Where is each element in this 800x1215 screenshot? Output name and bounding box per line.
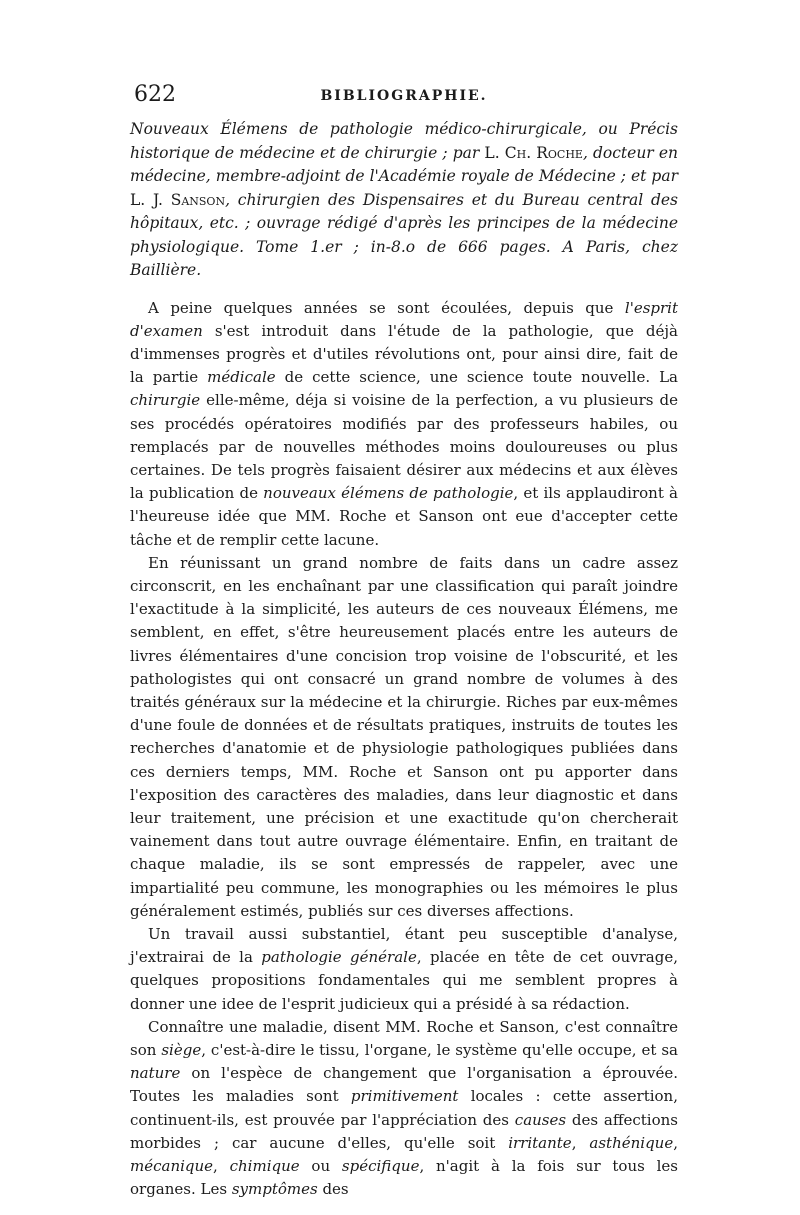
italic-run: spécifique [341,1157,420,1176]
italic-run: primitivement [350,1087,459,1106]
book-page [130,82,678,1201]
text-run: , et ils applaudiront à l'heureuse idée que MM. Roche et Sanson ont eue d'accepter cette tâche et de remplir cette lacune. [130,484,678,549]
text-run: , c'est-à-dire le tissu, l'organe, le système qu'elle occupe, et sa [201,1041,678,1059]
text-run: Connaître une maladie, disent MM. Roche et Sanson, c'est connaître son [130,1017,678,1059]
text-run: on l'espèce de changement que l'organisation a éprouvée. Toutes les maladies sont [130,1064,678,1106]
text-run: , n'agit à la fois sur tous les organes. Les [130,1157,678,1199]
paragraph-2: En réunissant un grand nombre de faits dans un cadre assez circonscrit, en les enchaînant par une classification qui paraît joindre l'exactitude à la simplicité, les auteurs de ces nouveaux Élémens, me semblent, en effet, s'être heureusement placés entre les auteurs de livres élémentaires d'une concision trop voisine de l'obscurité, et les pathologistes qui ont consacré un grand nombre de volumes à des traités généraux sur la médecine et la chirurgie. Riches par eux-mêmes d'une foule de données et de résultats pratiques, instruits de toutes les recherches d'anatomie et de physiologie pathologiques publiées dans ces derniers temps, MM. Roche et Sanson ont pu apporter dans l'exposition des caractères des maladies, dans leur diagnostic et dans leur traitement, une précision et une exactitude qu'on chercherait vainement dans tout autre ouvrage élémentaire. Enfin, en traitant de chaque maladie, ils se sont empressés de rappeler, avec une impartialité peu commune, les monographies ou les mémoires le plus généralement estimés, publiés sur ces diverses affections. [130,553,678,920]
italic-run: symptômes [231,1180,318,1199]
italic-run: irritante [508,1133,572,1152]
author-roche: L. Ch. Roche [484,143,583,162]
text-run: , [213,1157,230,1176]
book-title: Nouveaux Élémens de pathologie médico-chirurgicale, ou Précis historique de médecine et de chirurgie ; par [130,120,678,162]
book-reference [130,118,678,283]
author-sanson-description: , chirurgien des Dispensaires et du Bureau central des hôpitaux, etc. ; ouvrage rédigé d'après les principes de la médecine physiologique. Tome 1.er ; in-8.o de 666 pages. A Paris, chez Baillière. [130,190,678,279]
text-run: ou [299,1157,342,1176]
italic-run: chimique [229,1157,300,1176]
italic-run: mécanique [130,1157,214,1176]
text-run: des [317,1180,349,1199]
italic-run: siège [161,1041,202,1059]
italic-run: l'esprit d'examen [130,298,678,340]
italic-run: nature [130,1064,181,1083]
text-run: des affections morbides ; car aucune d'elles, qu'elle soit [130,1110,678,1152]
italic-run: médicale [207,368,276,387]
review-body [130,297,678,1202]
italic-run: nouveaux élémens de pathologie [263,484,514,503]
text-run: , placée en tête de cet ouvrage, quelques propositions fondamentales qui me semblent propres à donner une idee de l'esprit judicieux qui a présidé à sa rédaction. [130,948,678,1013]
italic-run: asthénique [589,1133,674,1152]
text-run: , [673,1133,678,1152]
italic-run: causes [514,1110,567,1129]
text-run: s'est introduit dans l'étude de la pathologie, que déjà d'immenses progrès et d'utiles révolutions ont, pour ainsi dire, fait de la partie [130,321,678,387]
italic-run: pathologie générale [261,948,417,967]
text-run: , [571,1133,590,1152]
text-run: de cette science, une science toute nouvelle. La [275,368,678,387]
paragraph-3 [130,923,678,1016]
page-number: 622 [134,82,176,107]
page-header [130,82,678,116]
running-title: BIBLIOGRAPHIE. [320,88,488,104]
author-sanson: L. J. Sanson [130,190,226,209]
paragraph-4 [130,1016,678,1202]
text-run: elle-même, déja si voisine de la perfection, a vu plusieurs de ses procédés opératoires modifiés par des professeurs habiles, ou remplacés par de nouvelles méthodes moins douloureuses ou plus certaines. De tels progrès faisaient désirer aux médecins et aux élèves la publication de [130,391,678,503]
italic-run: chirurgie [130,391,201,410]
text-run: Un travail aussi substantiel, étant peu susceptible d'analyse, j'extrairai de la [130,924,678,967]
author-roche-description: , docteur en médecine, membre-adjoint de l'Académie royale de Médecine ; et par [130,143,678,185]
text-run: locales : cette assertion, continuent-ils, est prouvée par l'appréciation des [130,1087,678,1129]
paragraph-1 [130,297,678,552]
text-run: A peine quelques années se sont écoulées, depuis que [148,298,625,317]
